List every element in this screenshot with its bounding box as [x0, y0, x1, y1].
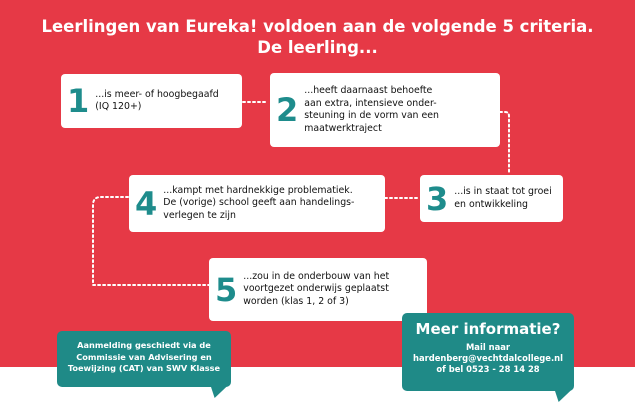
more-info-callout: [402, 313, 574, 391]
criterion-number: 3: [426, 179, 449, 218]
criterion-number: 2: [276, 91, 299, 129]
criterion-text: ...kampt met hardnekkige problematiek. De (vorige) school geeft aan handelings- verlegen te zijn: [163, 184, 355, 221]
criterion-text: ...is meer- of hoogbegaafd (IQ 120+): [95, 88, 219, 112]
criterion-card-3: [420, 175, 563, 222]
criterion-card-5: [209, 258, 427, 321]
criterion-card-4: [129, 175, 385, 232]
registration-line-2: Commissie van Advisering en: [76, 351, 212, 362]
phone-text: of bel 0523 - 28 14 28: [436, 364, 540, 374]
email-link[interactable]: hardenberg@vechtdalcollege.nl: [413, 353, 563, 363]
registration-line-3: Toewijzing (CAT) van SWV Klasse: [67, 363, 221, 373]
criterion-number: 4: [135, 184, 158, 223]
connector-2-3: [500, 112, 509, 174]
criterion-text: ...is in staat tot groei en ontwikkeling: [454, 186, 552, 210]
more-info-heading: Meer informatie?: [415, 320, 561, 338]
mail-label: Mail naar: [465, 342, 511, 352]
title-line-1: Leerlingen van Eureka! voldoen aan de volgende 5 criteria.: [41, 17, 594, 36]
registration-line-1: Aanmelding geschiedt via de: [77, 340, 211, 350]
criterion-number: 1: [67, 82, 90, 120]
criterion-card-2: [270, 73, 500, 147]
criterion-text: ...heeft daarnaast behoefte aan extra, intensieve onder- steuning in de vorm van een maatwerktraject: [304, 85, 439, 134]
criterion-card-1: [61, 74, 242, 128]
criterion-text: ...zou in de onderbouw van het voortgezet onderwijs geplaatst worden (klas 1, 2 of 3): [243, 270, 390, 307]
criterion-number: 5: [215, 270, 238, 309]
registration-callout: [57, 331, 231, 387]
title-line-2: De leerling...: [257, 38, 378, 57]
